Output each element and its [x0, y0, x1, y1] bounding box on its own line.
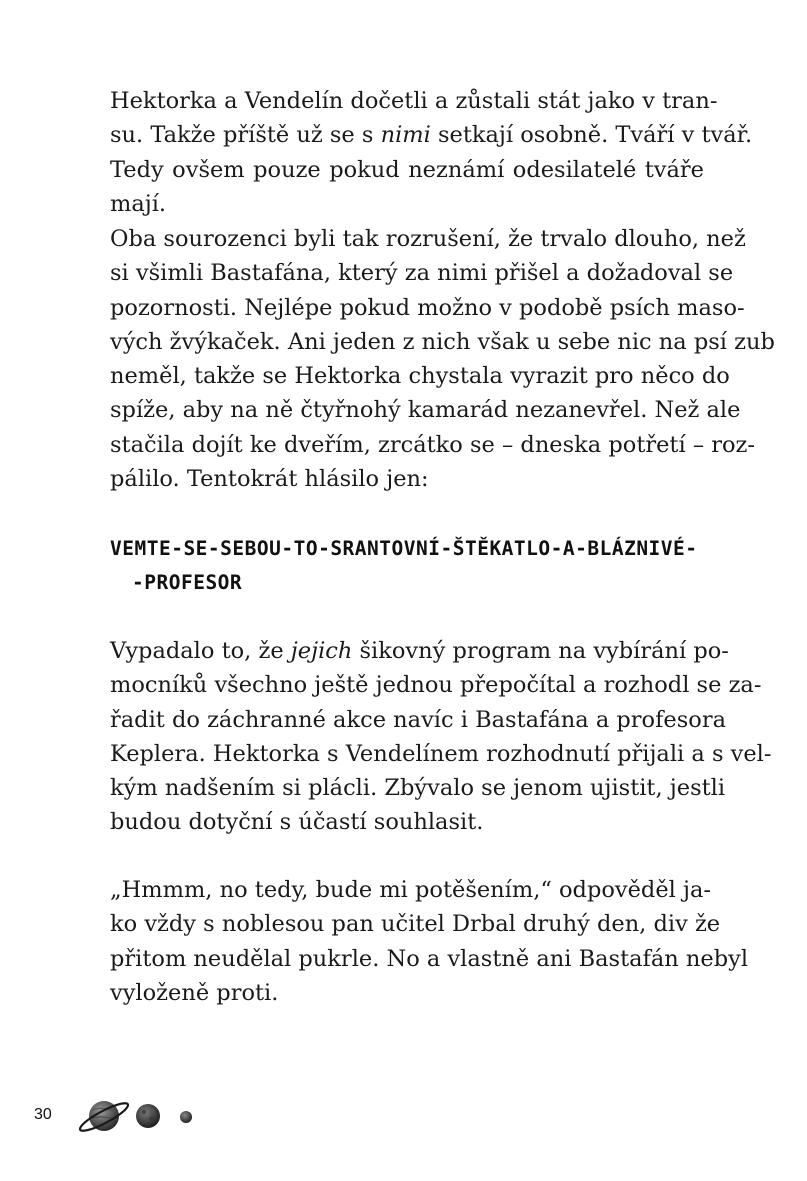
message-heading [110, 532, 704, 600]
text-segment: su. Takže příště už se s [110, 122, 381, 149]
page-number: 30 [34, 1106, 52, 1123]
text-segment: setkají osobně. Tváří v tvář. [430, 122, 753, 149]
text-line: stačila dojít ke dveřím, zrcátko se – dneska potřetí – roz- [110, 431, 755, 458]
paragraph-1 [110, 84, 753, 221]
text-line: vyloženě proti. [110, 979, 279, 1006]
heading-line-1: VEMTE-SE-SEBOU-TO-SRANTOVNÍ-ŠTĚKATLO-A-BLÁZNIVÉ- [110, 537, 698, 560]
heading-line-2: -PROFESOR [132, 571, 243, 594]
text-line: Tedy ovšem pouze pokud neznámí odesilatelé tváře [110, 156, 704, 183]
text-line: Hektorka a Vendelín dočetli a zůstali stát jako v tran- [110, 88, 718, 114]
text-line: mocníků všechno ještě jednou přepočítal a rozhodl se za- [110, 672, 762, 699]
italic-word: jejich [290, 638, 353, 664]
text-line: pálilo. Tentokrát hlásilo jen: [110, 466, 429, 493]
text-line: Keplera. Hektorka s Vendelínem rozhodnutí přijali a s vel- [110, 740, 772, 767]
text-line: mají. [110, 190, 167, 217]
text-line: ko vždy s noblesou pan učitel Drbal druhý den, div že [110, 911, 721, 938]
text-line: „Hmmm, no tedy, bude mi potěšením,“ odpověděl ja- [110, 877, 711, 903]
text-segment: šikovný program na vybírání po- [352, 638, 729, 664]
text-line: řadit do záchranné akce navíc i Bastafána a profesora [110, 706, 727, 733]
text-line: Oba sourozenci byli tak rozrušení, že trvalo dlouho, než [110, 226, 746, 252]
text-line-with-italic [110, 634, 729, 668]
paragraph-3 [110, 634, 772, 840]
paragraph-2 [110, 222, 775, 496]
text-line: si všimli Bastafána, který za nimi přišel a dožadoval se [110, 260, 734, 287]
text-line-with-italic [110, 118, 753, 152]
paragraph-4 [110, 873, 749, 1010]
italic-word: nimi [380, 122, 431, 149]
text-segment: Vypadalo to, že [110, 638, 291, 664]
text-line: spíže, aby na ně čtyřnohý kamarád nezanevřel. Než ale [110, 397, 741, 424]
text-line: neměl, takže se Hektorka chystala vyrazit pro něco do [110, 363, 730, 390]
text-line: kým nadšením si plácli. Zbývalo se jenom ujistit, jestli [110, 775, 726, 802]
text-line: vých žvýkaček. Ani jeden z nich však u sebe nic na psí zub [110, 328, 775, 355]
text-line: budou dotyční s účastí souhlasit. [110, 809, 484, 836]
text-line: přitom neudělal pukrle. No a vlastně ani Bastafán nebyl [110, 945, 749, 972]
planets-icon [72, 1090, 202, 1144]
text-line: pozornosti. Nejlépe pokud možno v podobě psích maso- [110, 294, 745, 321]
